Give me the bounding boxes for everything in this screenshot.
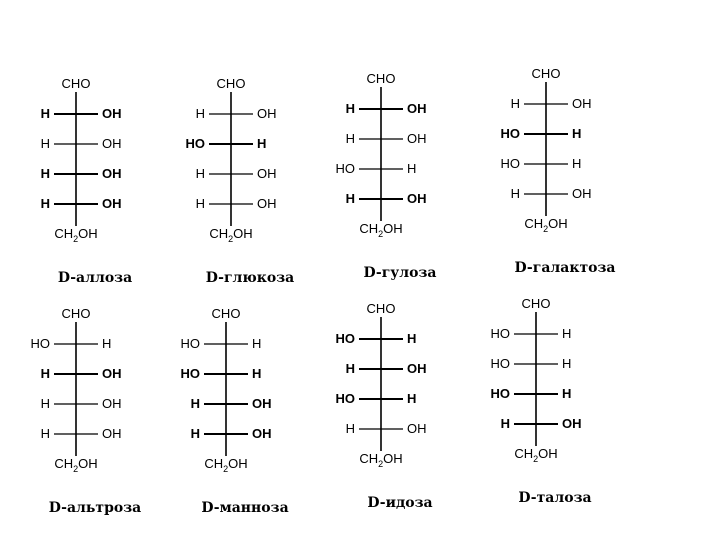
left-substituent-label: HO [490, 386, 510, 401]
fischer-projection [20, 70, 170, 286]
left-substituent-label: H [195, 196, 205, 211]
right-substituent-label: H [102, 336, 112, 351]
top-group-label: CHO [216, 76, 246, 91]
left-substituent-label: H [195, 106, 205, 121]
right-substituent-label: OH [257, 166, 277, 181]
fischer-projection [170, 300, 320, 516]
sugar-name-label: D-гулоза [363, 265, 437, 281]
left-substituent-label: H [40, 136, 50, 151]
right-substituent-label: H [252, 336, 262, 351]
left-substituent-label: H [40, 196, 50, 211]
top-group-label: CHO [366, 71, 396, 86]
right-substituent-label: OH [407, 191, 427, 206]
left-substituent-label: HO [30, 336, 50, 351]
left-substituent-label: HO [180, 336, 200, 351]
left-substituent-label: H [190, 426, 200, 441]
left-substituent-label: H [40, 426, 50, 441]
sugar-name-label: D-галактоза [514, 260, 616, 276]
right-substituent-label: OH [102, 166, 122, 181]
right-substituent-label: OH [102, 366, 122, 381]
right-substituent-label: H [572, 156, 582, 171]
bottom-group-label: $CH_2OH$ [524, 216, 568, 234]
left-substituent-label: HO [185, 136, 205, 151]
right-substituent-label: H [562, 356, 572, 371]
right-substituent-label: H [562, 386, 572, 401]
fischer-projection [175, 70, 325, 286]
sugar-name-label: D-глюкоза [205, 270, 295, 286]
right-substituent-label: OH [407, 131, 427, 146]
left-substituent-label: H [510, 96, 520, 111]
top-group-label: CHO [531, 66, 561, 81]
fischer-projection [480, 290, 630, 506]
bottom-group-label: $CH_2OH$ [204, 456, 248, 474]
left-substituent-label: H [40, 396, 50, 411]
structure-drawing [170, 300, 320, 500]
right-substituent-label: H [257, 136, 267, 151]
left-substituent-label: H [195, 166, 205, 181]
top-group-label: CHO [61, 76, 91, 91]
sugar-name-label: D-альтроза [48, 500, 142, 516]
structure-drawing [175, 70, 325, 270]
right-substituent-label: OH [257, 196, 277, 211]
right-substituent-label: H [562, 326, 572, 341]
right-substituent-label: H [407, 331, 417, 346]
sugar-name-label: D-талоза [518, 490, 592, 506]
right-substituent-label: OH [572, 186, 592, 201]
sugar-name-label: D-идоза [367, 495, 433, 511]
right-substituent-label: OH [102, 136, 122, 151]
bottom-group-label: $CH_2OH$ [359, 451, 403, 469]
sugar-name-label: D-манноза [201, 500, 289, 516]
fischer-projection [490, 60, 640, 276]
sugar-name-label: D-аллоза [57, 270, 133, 286]
fischer-projection [325, 65, 475, 281]
left-substituent-label: HO [490, 326, 510, 341]
fischer-projection [325, 295, 475, 511]
fischer-projection [20, 300, 170, 516]
right-substituent-label: H [252, 366, 262, 381]
left-substituent-label: HO [180, 366, 200, 381]
left-substituent-label: HO [335, 331, 355, 346]
left-substituent-label: H [510, 186, 520, 201]
right-substituent-label: H [407, 391, 417, 406]
left-substituent-label: H [345, 131, 355, 146]
right-substituent-label: OH [252, 396, 272, 411]
left-substituent-label: HO [500, 126, 520, 141]
left-substituent-label: H [500, 416, 510, 431]
right-substituent-label: OH [407, 361, 427, 376]
structure-drawing [20, 300, 170, 500]
right-substituent-label: OH [562, 416, 582, 431]
top-group-label: CHO [521, 296, 551, 311]
right-substituent-label: OH [572, 96, 592, 111]
bottom-group-label: $CH_2OH$ [514, 446, 558, 464]
right-substituent-label: OH [102, 196, 122, 211]
right-substituent-label: OH [407, 421, 427, 436]
left-substituent-label: H [345, 421, 355, 436]
left-substituent-label: HO [500, 156, 520, 171]
structure-drawing [480, 290, 630, 490]
structure-drawing [325, 65, 475, 265]
left-substituent-label: H [40, 366, 50, 381]
left-substituent-label: H [345, 101, 355, 116]
right-substituent-label: OH [102, 426, 122, 441]
left-substituent-label: H [40, 106, 50, 121]
structure-drawing [490, 60, 640, 260]
top-group-label: CHO [211, 306, 241, 321]
right-substituent-label: OH [102, 106, 122, 121]
top-group-label: CHO [61, 306, 91, 321]
bottom-group-label: $CH_2OH$ [209, 226, 253, 244]
left-substituent-label: H [345, 191, 355, 206]
right-substituent-label: H [407, 161, 417, 176]
left-substituent-label: HO [490, 356, 510, 371]
left-substituent-label: HO [335, 161, 355, 176]
top-group-label: CHO [366, 301, 396, 316]
bottom-group-label: $CH_2OH$ [54, 456, 98, 474]
left-substituent-label: H [190, 396, 200, 411]
bottom-group-label: $CH_2OH$ [359, 221, 403, 239]
right-substituent-label: OH [252, 426, 272, 441]
right-substituent-label: OH [407, 101, 427, 116]
bottom-group-label: $CH_2OH$ [54, 226, 98, 244]
right-substituent-label: OH [257, 106, 277, 121]
structure-drawing [20, 70, 170, 270]
right-substituent-label: H [572, 126, 582, 141]
right-substituent-label: OH [102, 396, 122, 411]
left-substituent-label: H [345, 361, 355, 376]
left-substituent-label: H [40, 166, 50, 181]
structure-drawing [325, 295, 475, 495]
left-substituent-label: HO [335, 391, 355, 406]
